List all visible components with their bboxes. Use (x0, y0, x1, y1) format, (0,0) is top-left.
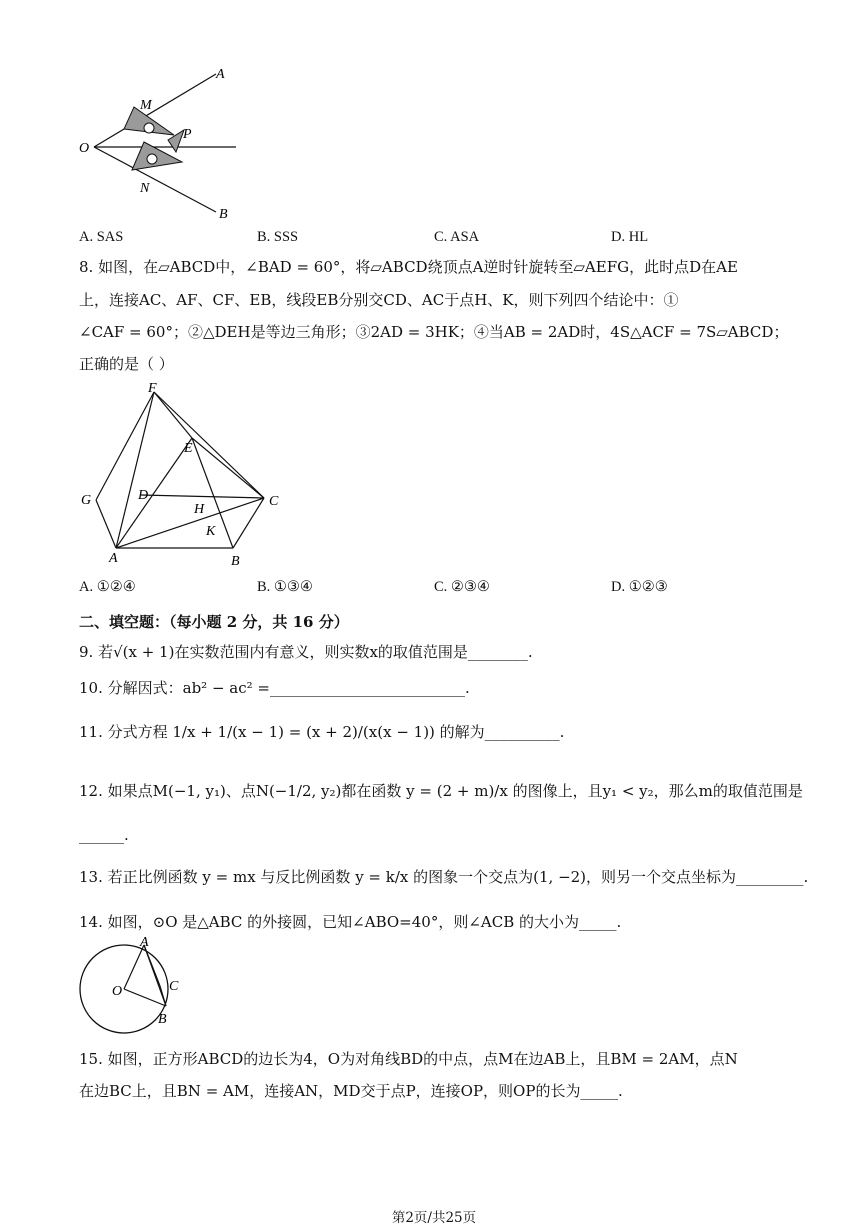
q15-line1: 15. 如图，正方形ABCD的边长为4，O为对角线BD的中点，点M在边AB上，且BM = 2AM，点N (79, 1050, 738, 1068)
section-title: 二、填空题：（每小题 2 分，共 16 分） (79, 613, 349, 631)
q12-line1: 12. 如果点M(−1, y₁)、点N(−1/2, y₂)都在函数 y = (2 + m)/x 的图像上，且y₁ < y₂，那么m的取值范围是 (79, 782, 803, 800)
q7-figure (76, 62, 266, 222)
q14-text: 14. 如图，⊙O 是△ABC 的外接圆，已知∠ABO=40°，则∠ACB 的大小为_____. (79, 913, 622, 931)
label-G: G (81, 493, 92, 508)
label-M: M (140, 98, 152, 113)
q8-option-c[interactable]: C. ②③④ (434, 579, 490, 595)
label-O: O (112, 984, 123, 999)
label-K: K (206, 524, 216, 539)
q8-option-a[interactable]: A. ①②④ (79, 579, 136, 595)
q13: 13. 若正比例函数 y = mx 与反比例函数 y = k/x 的图象一个交点为(1, −2)，则另一个交点坐标为_________. (79, 868, 809, 886)
label-O: O (79, 141, 90, 156)
page-footer: 第2页/共25页 (391, 1210, 477, 1226)
q11: 11. 分式方程 1/x + 1/(x − 1) = (x + 2)/(x(x − 1)) 的解为__________. (79, 723, 565, 741)
label-B: B (158, 1012, 167, 1027)
label-A: A (216, 67, 225, 82)
q7-option-d[interactable]: D. HL (611, 229, 649, 245)
label-H: H (194, 502, 205, 517)
q14-figure (76, 934, 188, 1034)
label-P: P (183, 127, 192, 142)
label-D: D (138, 488, 149, 503)
q12-line2: ______. (79, 826, 129, 844)
q15-line2: 在边BC上，且BN = AM，连接AN，MD交于点P，连接OP，则OP的长为_____. (79, 1082, 623, 1100)
label-N: N (140, 181, 150, 196)
q9: 9. 若√(x + 1)在实数范围内有意义，则实数x的取值范围是________. (79, 643, 533, 661)
q7-option-c[interactable]: C. ASA (434, 229, 480, 245)
label-E: E (184, 441, 193, 456)
q8-line4: 正确的是（ ） (79, 355, 174, 373)
label-A: A (140, 935, 149, 950)
label-B: B (219, 207, 228, 222)
q8-option-d[interactable]: D. ①②③ (611, 579, 668, 595)
label-F: F (148, 381, 157, 396)
q10: 10. 分解因式：ab² − ac² =__________________________. (79, 679, 470, 697)
label-B: B (231, 554, 240, 569)
q7-option-b[interactable]: B. SSS (257, 229, 299, 245)
q8-line3: ∠CAF = 60°；②△DEH是等边三角形；③2AD = 3HK；④当AB = 2AD时，4S△ACF = 7S▱ABCD； (79, 323, 789, 341)
label-A: A (109, 551, 118, 566)
label-C: C (269, 494, 279, 509)
label-C: C (169, 979, 179, 994)
q8-figure (76, 380, 296, 575)
q8-option-b[interactable]: B. ①③④ (257, 579, 313, 595)
q8-line1: 8. 如图，在▱ABCD中，∠BAD = 60°，将▱ABCD绕顶点A逆时针旋转至▱AEFG，此时点D在AE (79, 258, 738, 276)
q8-line2: 上，连接AC、AF、CF、EB，线段EB分别交CD、AC于点H、K，则下列四个结论中：① (79, 291, 679, 309)
q7-option-a[interactable]: A. SAS (79, 229, 124, 245)
